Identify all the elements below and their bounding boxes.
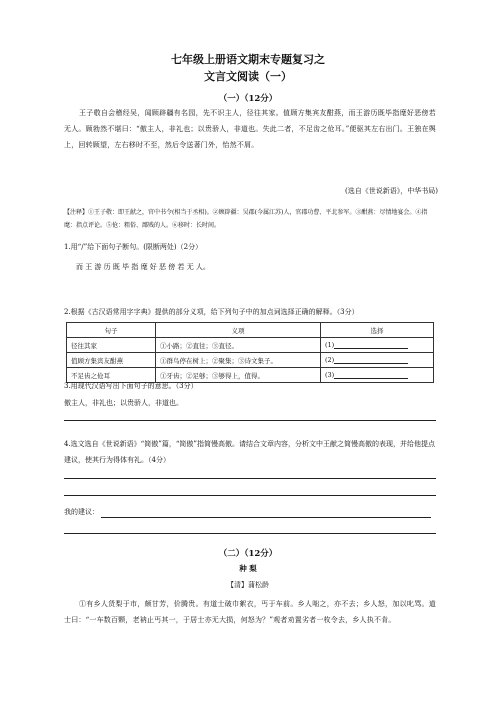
section1-note: 【注释】①王子敬：即王献之，官中书令(相当于丞相)。②顾辟疆：吴郡(今属江苏)人，官郡功曹、平北参军。③酣燕：尽情地宴会。④指麾：指点评论。⑤伧：粗俗、鄙贱的人。⑥移时：长时间。 [64,209,428,229]
table-header-row [67,323,434,338]
suggestion-label: 我的建议： [64,508,99,516]
glossary-table [66,322,434,383]
table-header: 义项 [156,323,321,338]
question-1: 1.用“/”给下面句子断句。(限断两处)（2分） [64,243,203,251]
section2-title: 种 梨 [239,564,257,573]
page-title: 七年级上册语文期末专题复习之 [171,53,325,66]
answer-blank[interactable] [334,356,408,364]
question-3-sentence: 傲主人，非礼也；以贵骄人，非道也。 [64,399,183,407]
suggestion-row [64,506,436,518]
answer-blank[interactable] [334,341,408,349]
answer-cell [321,338,434,353]
question-4: 4.选文选自《世说新语》“简傲”篇，“简傲”指简慢高傲。请结合文章内容，分析文中王献之简慢高傲的表现，并给他提点建议，使其行为得体有礼。（4分） [64,440,435,464]
section1-heading: （一）（12分） [218,94,278,104]
table-cell: 不足齿之伧耳 [67,368,156,383]
section1-passage: 王子敬自会稽经吴，闻顾辟疆有名园，先不识主人，径往其家。值顾方集宾友酣燕，而王游历既毕指麾好恶傍若无人。顾勃然不堪曰：“傲主人，非礼也；以贵骄人，非道也。失此二者，不足齿之伧耳。”便驱其左右出门。王独在舆上，回转顾望，左右移时不至，然后令送著门外，怡然不屑。 [64,109,436,150]
table-row [67,338,434,353]
table-row [67,353,434,368]
table-cell: ①牙齿；②足够；③够得上，值得。 [156,368,321,383]
table-header: 选择 [321,323,434,338]
answer-number: (3) [325,371,335,379]
answer-blank[interactable] [334,371,408,379]
answer-number: (2) [325,356,335,364]
question-2: 2.根据《古汉语常用字字典》提供的部分义项，给下列句子中的加点词选择正确的解释。（3分） [64,308,359,316]
question-3: 3.用现代汉语写出下面句子的意思。（3分） [64,382,198,390]
section2-passage: ①有乡人货梨于市，颇甘芳，价腾贵。有道士破巾絮衣，丐于车前。乡人咄之，亦不去；乡人怒，加以叱骂。道士曰：“一车数百颗，老衲止丐其一，于居士亦无大损，何怒为？”观者劝置劣者一枚令去，乡人执不肯。 [64,600,436,625]
answer-line[interactable] [64,495,436,496]
answer-line[interactable] [64,478,436,479]
table-cell: 值顾方集宾友酣燕 [67,353,156,368]
answer-cell [321,353,434,368]
question-1-sentence: 而 王 游 历 既 毕 指 麾 好 恶 傍 若 无 人。 [76,263,210,271]
section1-source: (选自《世说新语》，中华书局) [345,187,438,195]
answer-line[interactable] [64,420,436,421]
table-cell: ①群鸟停在树上；②聚集；③诗文集子。 [156,353,321,368]
suggestion-line[interactable] [101,509,431,518]
page-subtitle: 文言文阅读（一） [204,70,292,83]
table-cell: ①小路；②直往；③直径。 [156,338,321,353]
table-header: 句子 [67,323,156,338]
section2-author: 【清】蒲松龄 [227,581,269,589]
table-cell: 径往其家 [67,338,156,353]
section2-heading: （二）（12分） [218,549,278,559]
answer-number: (1) [325,341,335,349]
answer-line[interactable] [64,533,436,534]
